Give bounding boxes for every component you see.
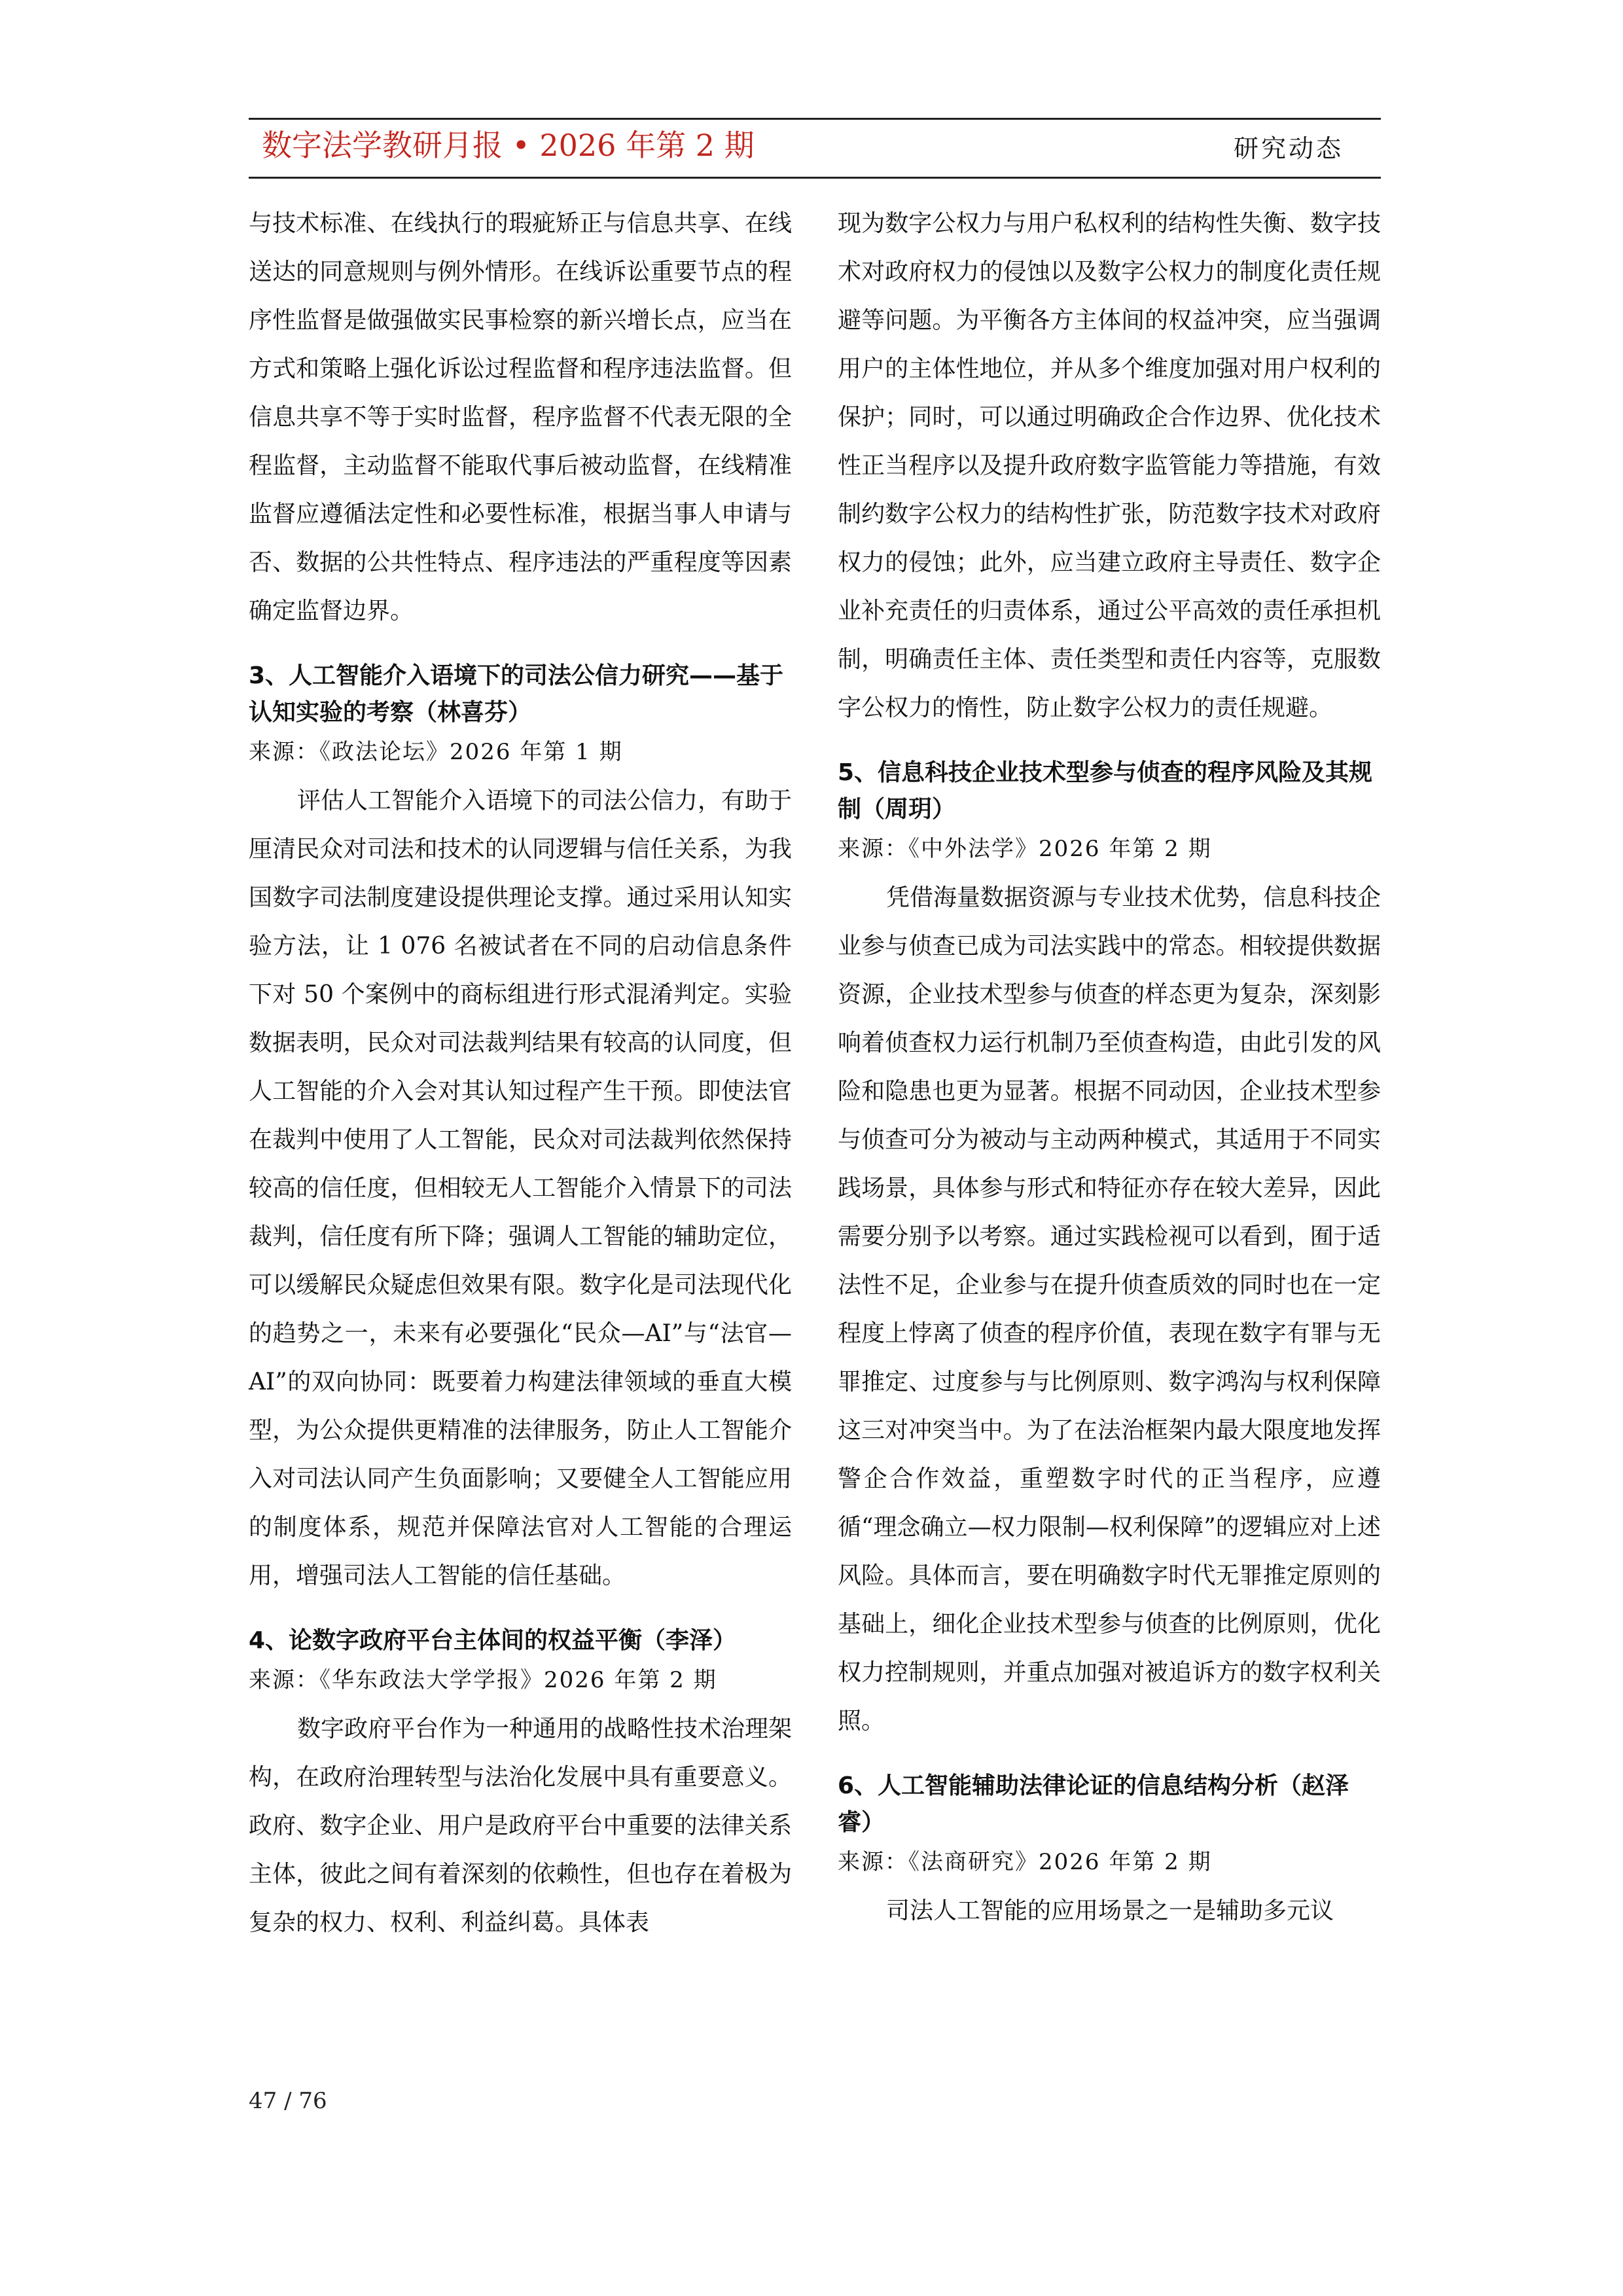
article-6-body: 司法人工智能的应用场景之一是辅助多元议 <box>886 1897 1334 1924</box>
article-3-body: 评估人工智能介入语境下的司法公信力，有助于厘清民众对司法和技术的认同逻辑与信任关系，为我国数字司法制度建设提供理论支撑。通过采用认知实验方法，让 1 076 名被试者在不同的启动信息条件下对 50 个案例中的商标组进行形式混淆判定。实验数据表明，民众对司法裁判结果有较高的认同度，但人工智能的介入会对其认知过程产生干预。即使法官在裁判中使用了人工智能，民众对司法裁判依然保持较高的信任度，但相较无人工智能介入情景下的司法裁判，信任度有所下降；强调人工智能的辅助定位，可以缓解民众疑虑但效果有限。数字化是司法现代化的趋势之一，未来有必要强化“民众—AI”与“法官—AI”的双向协同：既要着力构建法律领域的垂直大模型，为公众提供更精准的法律服务，防止人工智能介入对司法认同产生负面影响；又要健全人工智能应用的制度体系，规范并保障法官对人工智能的合理运用，增强司法人工智能的信任基础。 <box>249 787 793 1589</box>
article-6-source: 来源：《法商研究》2026 年第 2 期 <box>838 1849 1212 1875</box>
section-label: 研究动态 <box>1234 134 1344 163</box>
article-3-source: 来源：《政法论坛》2026 年第 1 期 <box>249 739 623 765</box>
article-5-source: 来源：《中外法学》2026 年第 2 期 <box>838 836 1212 862</box>
article-6-title: 6、人工智能辅助法律论证的信息结构分析（赵泽睿） <box>838 1772 1349 1836</box>
page-number: 47 / 76 <box>249 2088 327 2114</box>
header-top-rule <box>249 118 1381 120</box>
left-column <box>249 200 792 1947</box>
article-4-body: 数字政府平台作为一种通用的战略性技术治理架构，在政府治理转型与法治化发展中具有重要意义。政府、数字企业、用户是政府平台中重要的法律关系主体，彼此之间有着深刻的依赖性，但也存在着极为复杂的权力、权利、利益纠葛。具体表 <box>249 1715 793 1936</box>
right-column <box>838 200 1381 1935</box>
article-4-continuation: 现为数字公权力与用户私权利的结构性失衡、数字技术对政府权力的侵蚀以及数字公权力的制度化责任规避等问题。为平衡各方主体间的权益冲突，应当强调用户的主体性地位，并从多个维度加强对用户权利的保护；同时，可以通过明确政企合作边界、优化技术性正当程序以及提升政府数字监管能力等措施，有效制约数字公权力的结构性扩张，防范数字技术对政府权力的侵蚀；此外，应当建立政府主导责任、数字企业补充责任的归责体系，通过公平高效的责任承担机制，明确责任主体、责任类型和责任内容等，克服数字公权力的惰性，防止数字公权力的责任规避。 <box>838 210 1381 721</box>
article-5-title: 5、信息科技企业技术型参与侦查的程序风险及其规制（周玥） <box>838 759 1373 823</box>
journal-title: 数字法学教研月报 • 2026 年第 2 期 <box>262 128 755 163</box>
article-3-title: 3、人工智能介入语境下的司法公信力研究——基于认知实验的考察（林喜芬） <box>249 662 784 726</box>
article-5-body: 凭借海量数据资源与专业技术优势，信息科技企业参与侦查已成为司法实践中的常态。相较提供数据资源，企业技术型参与侦查的样态更为复杂，深刻影响着侦查权力运行机制乃至侦查构造，由此引发的风险和隐患也更为显著。根据不同动因，企业技术型参与侦查可分为被动与主动两种模式，其适用于不同实践场景，具体参与形式和特征亦存在较大差异，因此需要分别予以考察。通过实践检视可以看到，囿于适法性不足，企业参与在提升侦查质效的同时也在一定程度上悖离了侦查的程序价值，表现在数字有罪与无罪推定、过度参与与比例原则、数字鸿沟与权利保障这三对冲突当中。为了在法治框架内最大限度地发挥警企合作效益，重塑数字时代的正当程序，应遵循“理念确立—权力限制—权利保障”的逻辑应对上述风险。具体而言，要在明确数字时代无罪推定原则的基础上，细化企业技术型参与侦查的比例原则，优化权力控制规则，并重点加强对被追诉方的数字权利关照。 <box>838 884 1382 1734</box>
continuation-paragraph: 与技术标准、在线执行的瑕疵矫正与信息共享、在线送达的同意规则与例外情形。在线诉讼重要节点的程序性监督是做强做实民事检察的新兴增长点，应当在方式和策略上强化诉讼过程监督和程序违法监督。但信息共享不等于实时监督，程序监督不代表无限的全程监督，主动监督不能取代事后被动监督，在线精准监督应遵循法定性和必要性标准，根据当事人申请与否、数据的公共性特点、程序违法的严重程度等因素确定监督边界。 <box>249 210 792 624</box>
header-bottom-rule <box>249 177 1381 179</box>
article-4-source: 来源：《华东政法大学学报》2026 年第 2 期 <box>249 1667 717 1693</box>
article-4-title: 4、论数字政府平台主体间的权益平衡（李泽） <box>249 1627 737 1654</box>
